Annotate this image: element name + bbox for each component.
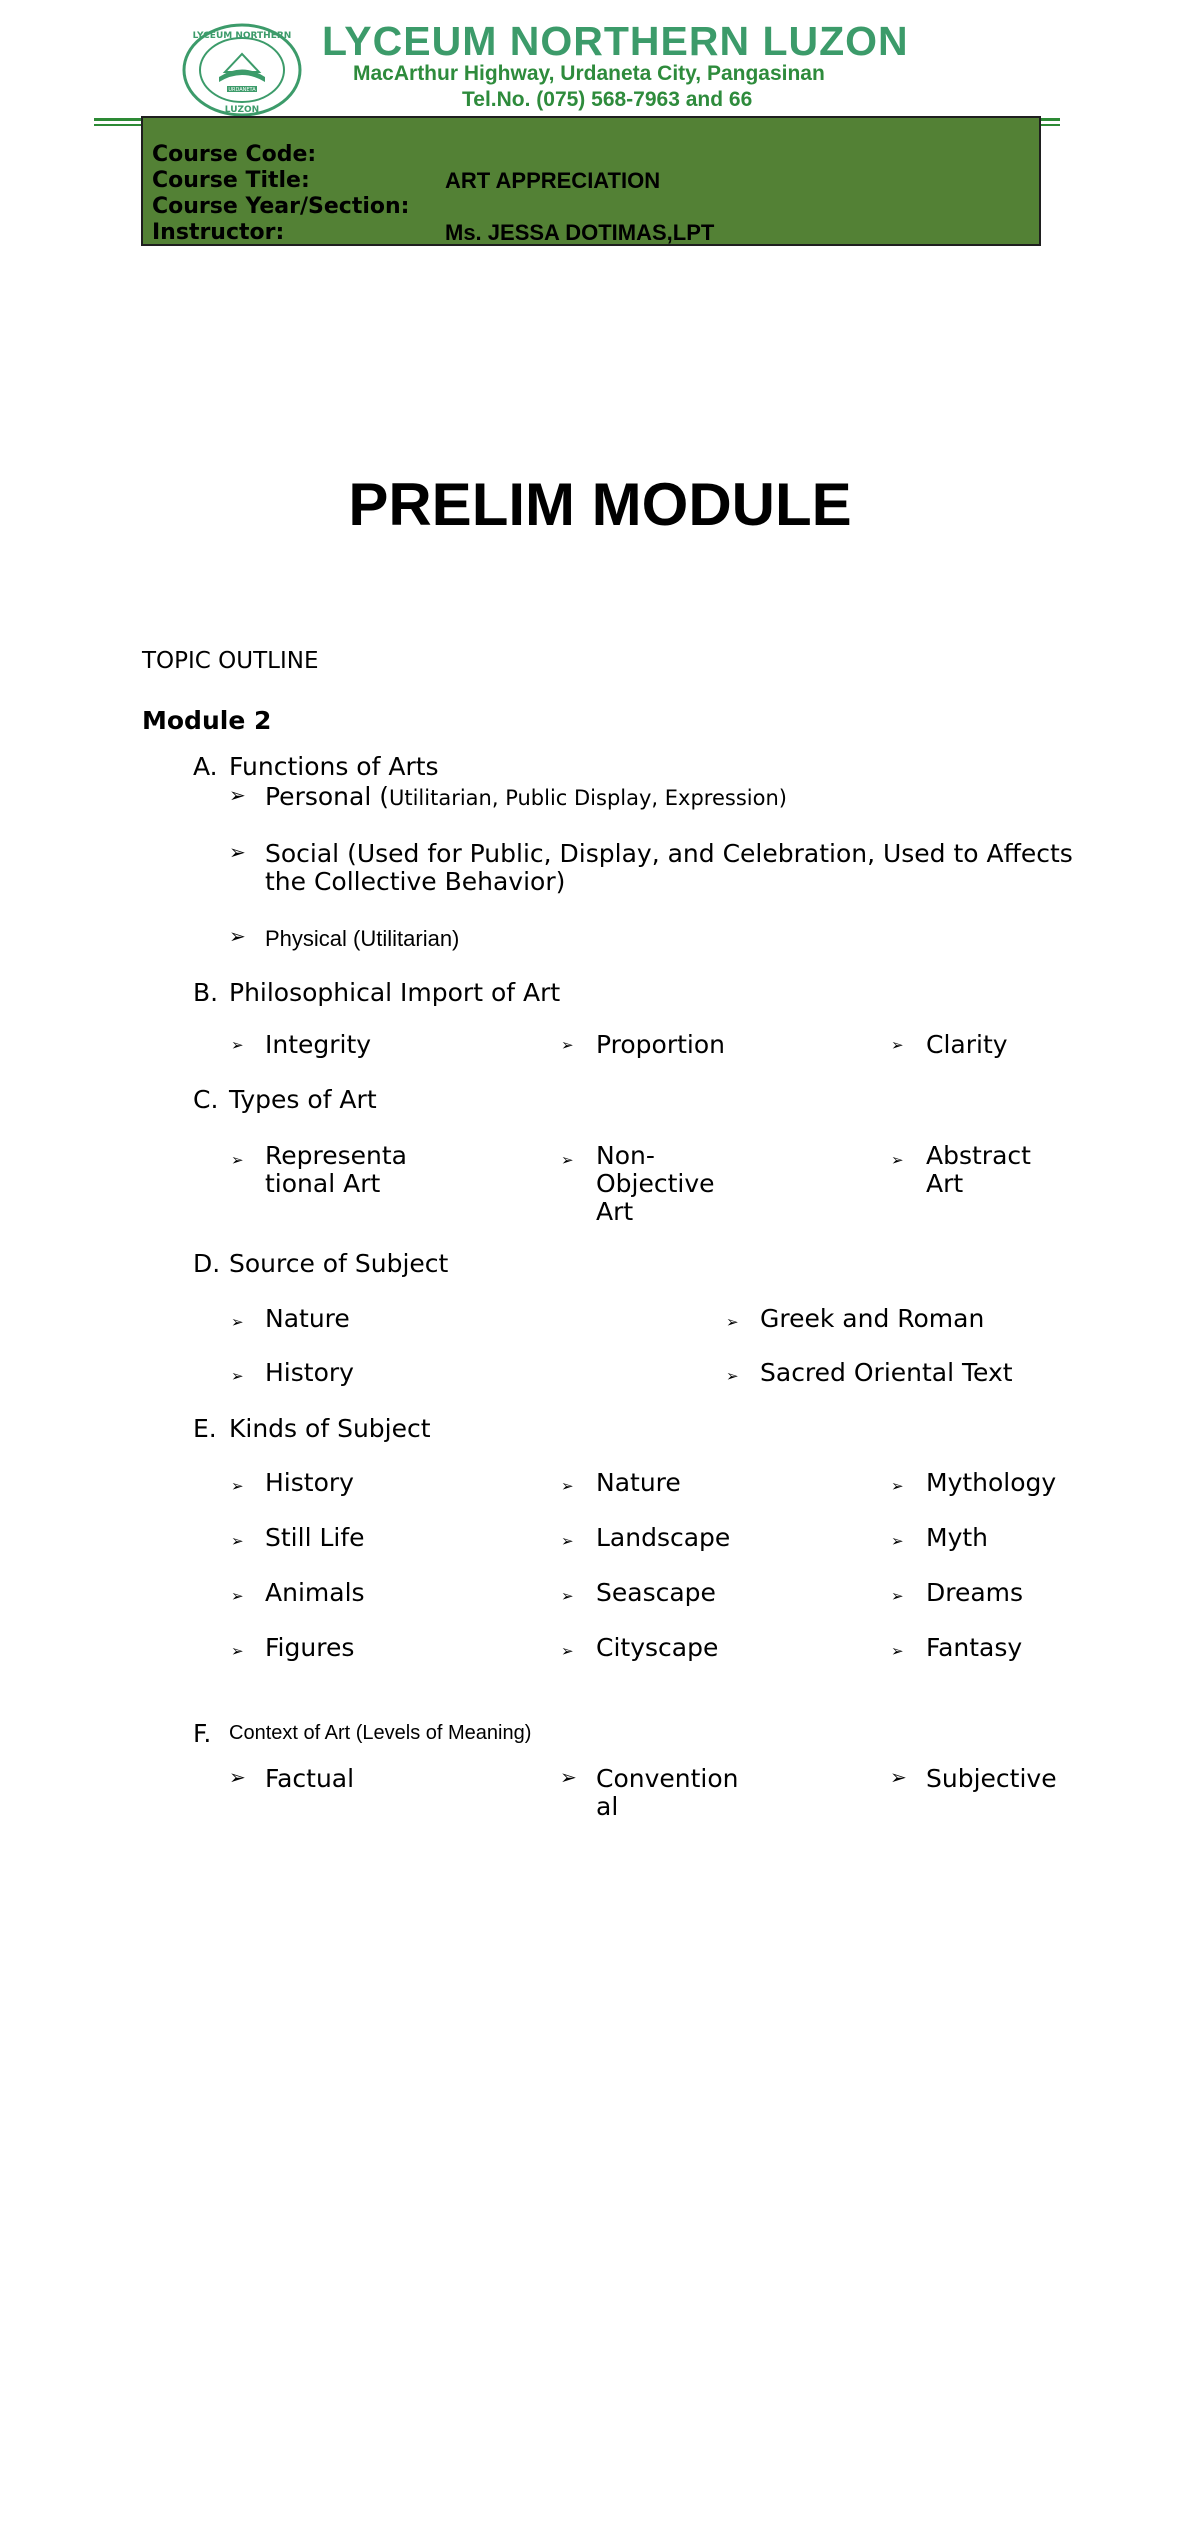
abstract-line-2: Art (926, 1169, 964, 1198)
school-telephone: Tel.No. (075) 568-7963 and 66 (462, 88, 753, 111)
section-c-letter: C. (193, 1085, 219, 1114)
school-name: LYCEUM NORTHERN LUZON (322, 18, 909, 64)
list-item (265, 1142, 407, 1198)
arrow-bullet-icon: ➢ (229, 840, 246, 864)
section-f-title: Context of Art (Levels of Meaning) (229, 1722, 532, 1744)
list-item: Still Life (265, 1523, 365, 1552)
arrow-bullet-icon: ➢ (231, 1642, 244, 1660)
course-section-label: Course Year/Section: (152, 194, 410, 219)
instructor-label: Instructor: (152, 220, 285, 245)
non-objective-line-1: Non- (596, 1141, 655, 1170)
arrow-bullet-icon: ➢ (891, 1642, 904, 1660)
list-item: History (265, 1468, 354, 1497)
conventional-line-2: al (596, 1792, 619, 1821)
section-c-title: Types of Art (229, 1085, 377, 1114)
list-item (596, 1765, 739, 1821)
school-seal-logo (181, 22, 303, 118)
list-item: Mythology (926, 1468, 1057, 1497)
arrow-bullet-icon: ➢ (231, 1151, 244, 1169)
section-d-title: Source of Subject (229, 1249, 449, 1278)
arrow-bullet-icon: ➢ (231, 1532, 244, 1550)
arrow-bullet-icon: ➢ (231, 1587, 244, 1605)
arrow-bullet-icon: ➢ (890, 1765, 907, 1789)
course-info-box (141, 116, 1041, 246)
arrow-bullet-icon: ➢ (561, 1477, 574, 1495)
list-item: Fantasy (926, 1633, 1023, 1662)
list-item: Landscape (596, 1523, 731, 1552)
course-title-value: ART APPRECIATION (445, 168, 661, 193)
social-line-2: the Collective Behavior) (265, 867, 566, 896)
section-d-letter: D. (193, 1249, 221, 1278)
page-title: PRELIM MODULE (348, 471, 852, 538)
arrow-bullet-icon: ➢ (231, 1313, 244, 1331)
section-e-title: Kinds of Subject (229, 1414, 431, 1443)
section-f-letter: F. (193, 1719, 212, 1748)
representational-line-1: Representa (265, 1141, 407, 1170)
list-item: Dreams (926, 1578, 1024, 1607)
arrow-bullet-icon: ➢ (231, 1367, 244, 1385)
arrow-bullet-icon: ➢ (891, 1587, 904, 1605)
list-item: Animals (265, 1578, 365, 1607)
arrow-bullet-icon: ➢ (229, 924, 246, 948)
list-item: Sacred Oriental Text (760, 1358, 1013, 1387)
arrow-bullet-icon: ➢ (560, 1765, 577, 1789)
section-b-letter: B. (193, 978, 219, 1007)
section-b-title: Philosophical Import of Art (229, 978, 561, 1007)
list-item: Figures (265, 1633, 355, 1662)
list-item: Greek and Roman (760, 1304, 985, 1333)
arrow-bullet-icon: ➢ (231, 1036, 244, 1054)
conventional-line-1: Convention (596, 1764, 739, 1793)
arrow-bullet-icon: ➢ (561, 1642, 574, 1660)
list-item: Clarity (926, 1030, 1008, 1059)
list-item (596, 1142, 715, 1226)
section-e-letter: E. (193, 1414, 217, 1443)
non-objective-line-3: Art (596, 1197, 634, 1226)
list-item: Integrity (265, 1030, 372, 1059)
list-item: History (265, 1358, 354, 1387)
list-item: Proportion (596, 1030, 725, 1059)
arrow-bullet-icon: ➢ (891, 1532, 904, 1550)
arrow-bullet-icon: ➢ (891, 1477, 904, 1495)
arrow-bullet-icon: ➢ (561, 1036, 574, 1054)
topic-outline-heading: TOPIC OUTLINE (142, 648, 319, 674)
list-item: Myth (926, 1523, 989, 1552)
course-code-label: Course Code: (152, 142, 317, 167)
arrow-bullet-icon: ➢ (229, 1765, 246, 1789)
list-item: Factual (265, 1764, 355, 1793)
arrow-bullet-icon: ➢ (561, 1151, 574, 1169)
abstract-line-1: Abstract (926, 1141, 1031, 1170)
arrow-bullet-icon: ➢ (891, 1036, 904, 1054)
list-item (265, 783, 787, 812)
list-item: Nature (596, 1468, 681, 1497)
list-item: Subjective (926, 1764, 1057, 1793)
arrow-bullet-icon: ➢ (561, 1532, 574, 1550)
arrow-bullet-icon: ➢ (891, 1151, 904, 1169)
course-title-label: Course Title: (152, 168, 310, 193)
personal-detail: Utilitarian, Public Display, Expression) (388, 786, 787, 810)
physical-item: Physical (Utilitarian) (265, 926, 460, 951)
logo-text-bottom: LUZON (224, 105, 260, 115)
list-item: Seascape (596, 1578, 716, 1607)
module-heading: Module 2 (142, 706, 272, 735)
arrow-bullet-icon: ➢ (726, 1313, 739, 1331)
school-address: MacArthur Highway, Urdaneta City, Pangasinan (353, 62, 825, 85)
social-line-1: Social (Used for Public, Display, and Celebration, Used to Affects (265, 839, 1073, 868)
logo-text-top: LYCEUM NORTHERN (192, 31, 292, 41)
section-a-title: Functions of Arts (229, 752, 439, 781)
arrow-bullet-icon: ➢ (726, 1367, 739, 1385)
list-item (926, 1142, 1031, 1198)
arrow-bullet-icon: ➢ (231, 1477, 244, 1495)
logo-banner: URDANETA (228, 87, 256, 93)
arrow-bullet-icon: ➢ (561, 1587, 574, 1605)
arrow-bullet-icon: ➢ (229, 783, 246, 807)
instructor-value: Ms. JESSA DOTIMAS,LPT (445, 220, 715, 245)
representational-line-2: tional Art (265, 1169, 381, 1198)
list-item (265, 840, 1073, 896)
list-item: Cityscape (596, 1633, 719, 1662)
non-objective-line-2: Objective (596, 1169, 715, 1198)
list-item: Nature (265, 1304, 350, 1333)
section-a-letter: A. (193, 752, 218, 781)
personal-label: Personal ( (265, 782, 389, 811)
